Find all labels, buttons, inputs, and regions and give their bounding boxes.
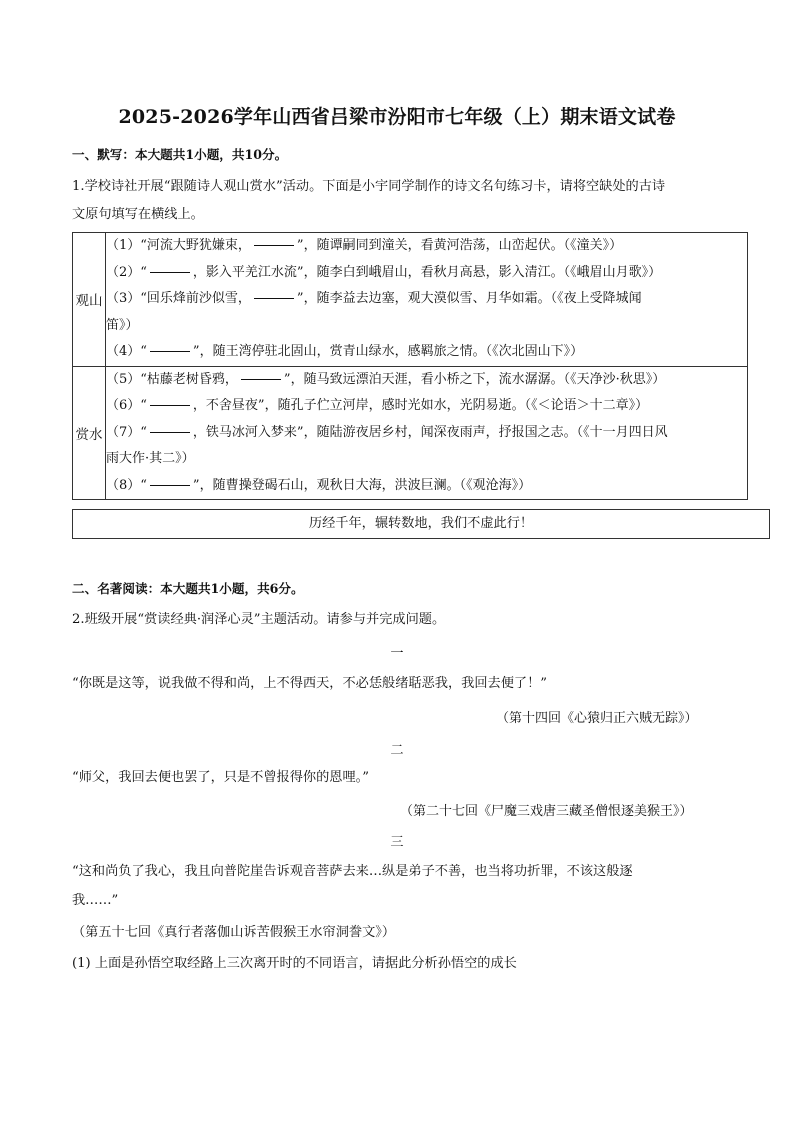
- item-5-before: （5）“枯藤老树昏鸦，: [106, 371, 238, 387]
- item-6-after: ，不舍昼夜”，随孔子伫立河岸，感时光如水，光阴易逝。（《＜论语＞十二章》）: [192, 398, 649, 413]
- blank-5[interactable]: [241, 369, 281, 380]
- quote-3: “这和尚负了我心，我且向普陀崖告诉观音菩萨去来…纵是弟子不善，也当将功折罪，不该这般逐: [72, 864, 633, 879]
- blank-3[interactable]: [254, 288, 294, 299]
- blank-8[interactable]: [150, 475, 190, 486]
- item-3-before: （3）“回乐烽前沙似雪，: [106, 291, 251, 306]
- blank-1[interactable]: [254, 235, 294, 246]
- item-7-before: （7）“: [106, 424, 147, 440]
- sub-question-1: (1) 上面是孙悟空取经路上三次离开时的不同语言，请据此分析孙悟空的成长: [72, 956, 517, 971]
- item-1-before: （1）“河流大野犹嫌束，: [106, 238, 251, 253]
- item-2-before: （2）“: [106, 264, 147, 280]
- item-5-after: ”，随马致远漂泊天涯，看小桥之下，流水潺潺。（《天净沙·秋思》）: [283, 371, 666, 387]
- poem-item-7-cont: 雨大作·其二》）: [106, 451, 195, 466]
- section2-heading: [72, 580, 304, 598]
- question1-text: 1.学校诗社开展“跟随诗人观山赏水”活动。下面是小宇同学制作的诗文名句练习卡，请将空缺处的古诗: [72, 179, 666, 194]
- item-1-after: ”，随谭嗣同到潼关，看黄河浩荡，山峦起伏。（《潼关》）: [296, 238, 623, 253]
- quote-2: “师父，我回去便也罢了，只是不曾报得你的恩哩。”: [72, 770, 370, 785]
- part-number-3: 三: [390, 835, 404, 850]
- group-guanshan-row: [73, 233, 748, 367]
- item-7-after: ，铁马冰河入梦来”，随陆游夜居乡村，闻深夜雨声，抒报国之志。（《十一月四日风: [192, 424, 668, 440]
- source-1: （第十四回《心猿归正六贼无踪》）: [496, 711, 698, 726]
- blank-7[interactable]: [150, 422, 190, 433]
- item-2-after: ，影入平羌江水流”，随李白到峨眉山，看秋月高悬，影入清江。（《峨眉山月歌》）: [192, 264, 662, 280]
- quote-3-cont: 我……”: [72, 893, 119, 908]
- section1-heading-text: 一、默写：本大题共1小题，共10分。: [72, 147, 288, 162]
- blank-2[interactable]: [150, 262, 190, 273]
- quote-1: “你既是这等，说我做不得和尚，上不得西天，不必恁般绪聒恶我，我回去便了！”: [72, 676, 548, 691]
- poem-item-8: [106, 473, 747, 500]
- item-6-before: （6）“: [106, 398, 147, 413]
- poem-item-7: [106, 420, 747, 447]
- card-footer: 历经千年，辗转数地，我们不虚此行！: [72, 509, 770, 539]
- poem-item-1: [106, 233, 747, 260]
- poem-item-3-cont: 笛》）: [106, 317, 139, 333]
- exam-title: 2025-2026学年山西省吕梁市汾阳市七年级（上）期末语文试卷: [118, 106, 676, 128]
- item-4-before: （4）“: [106, 344, 147, 359]
- group-items-shangshui: [106, 366, 748, 500]
- question1-text-cont: 文原句填写在横线上。: [72, 207, 204, 222]
- source-3: （第五十七回《真行者落伽山诉苦假猴王水帘洞誊文》）: [72, 925, 396, 940]
- group-label-shangshui: 赏水: [73, 366, 106, 500]
- section2-heading-text: 二、名著阅读：本大题共1小题，共6分。: [72, 581, 304, 596]
- blank-4[interactable]: [150, 341, 190, 352]
- part-1-label: 一: [390, 646, 404, 661]
- poem-item-2: [106, 260, 747, 287]
- poem-item-6: [106, 393, 747, 420]
- poem-item-3: [106, 286, 747, 313]
- group-items-guanshan: [106, 233, 748, 367]
- question2-text: 2.班级开展“赏读经典·润泽心灵”主题活动。请参与并完成问题。: [72, 612, 446, 627]
- part-number-1: [0, 642, 794, 661]
- section1-heading: [72, 146, 287, 164]
- item-3-after: ”，随李益去边塞，观大漠似雪、月华如霜。（《夜上受降城闻: [296, 291, 642, 306]
- group-label-guanshan: 观山: [73, 233, 106, 367]
- poem-item-5: [106, 367, 747, 394]
- poem-item-4: [106, 339, 747, 366]
- item-8-after: ”，随曹操登碣石山，观秋日大海，洪波巨澜。（《观沧海》）: [192, 477, 532, 493]
- item-4-after: ”，随王湾停驻北固山，赏青山绿水，感羁旅之情。（《次北固山下》）: [192, 344, 584, 359]
- blank-6[interactable]: [150, 395, 190, 406]
- part-number-2: 二: [390, 743, 404, 758]
- item-8-before: （8）“: [106, 477, 147, 493]
- group-shangshui-row: [73, 366, 748, 500]
- poem-practice-card: [72, 232, 748, 500]
- source-2: （第二十七回《尸魔三戏唐三藏圣僧恨逐美猴王》）: [400, 804, 693, 819]
